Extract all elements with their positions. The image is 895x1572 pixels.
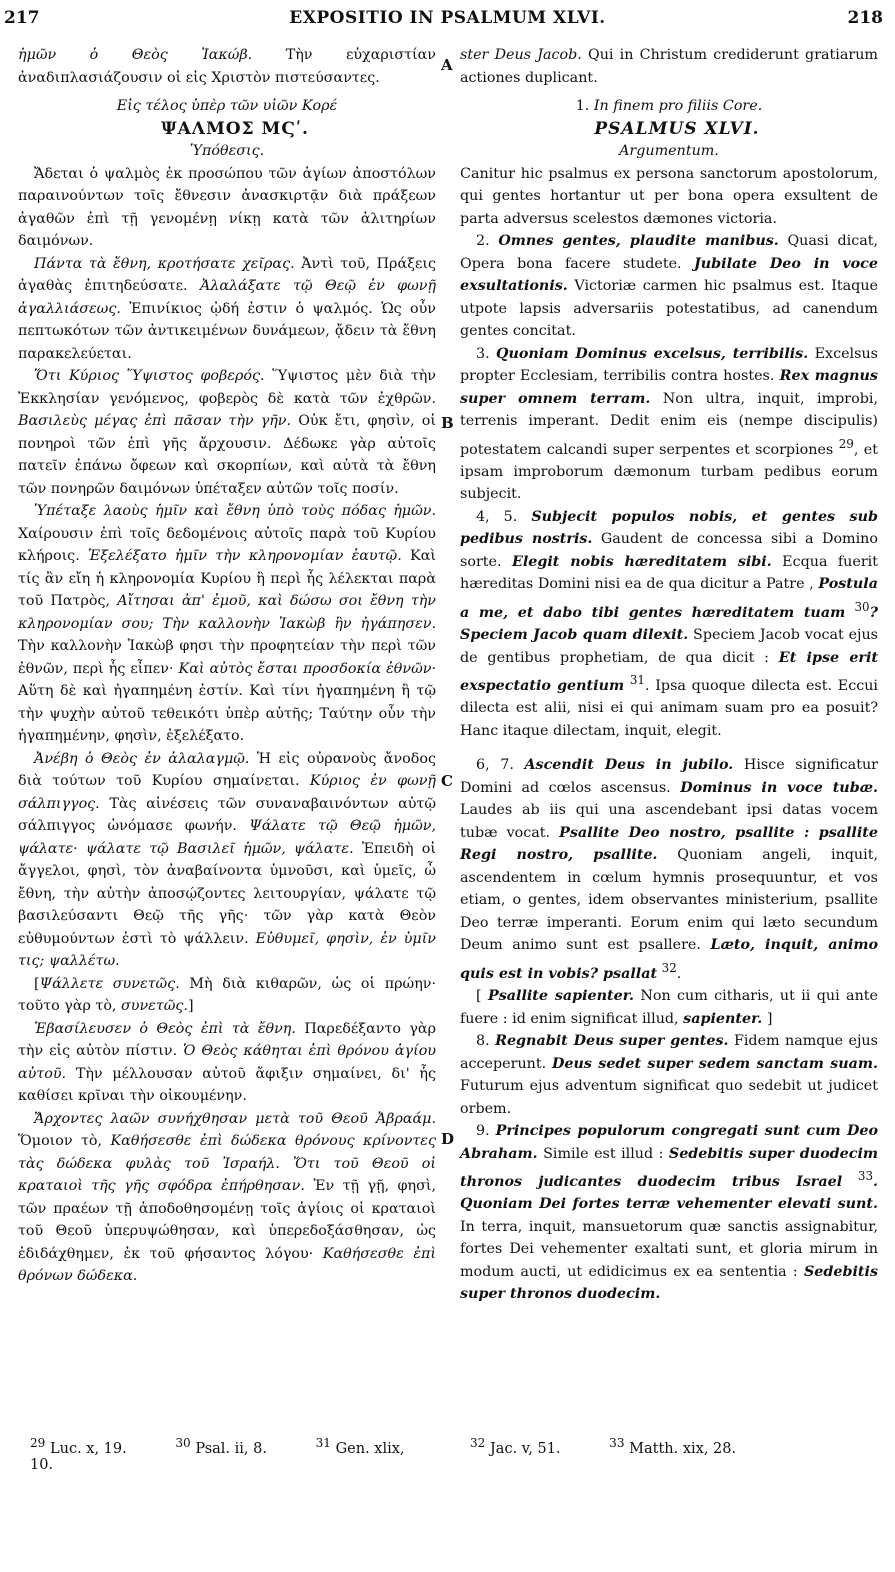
latin-argument: Canitur hic psalmus ex persona sanctorum apostolorum, qui gentes hortantur ut per bona opera exsultent de parta adversus scelestos dæmones victoria.: [460, 165, 878, 227]
footnotes-left: [30, 1436, 440, 1473]
margin-marker-d: D: [441, 1130, 455, 1148]
footnote-ref-31: 31: [629, 673, 646, 688]
latin-verse-3: 3. Quoniam Dominus excelsus, terribilis. Excelsus propter Ecclesiam, terribilis contra hostes. Rex magnus super omnem terram. Non ultra, inquit, improbi, terrenis imperant. Dedit enim eis (nempe discipulis) potestatem calcandi super serpentes et scorpiones $^{29}$, et ipsam improborum dæmonum turbam pedibus eorum subjecit.: [460, 345, 879, 503]
latin-verse-bracket: [ Psallite sapienter. Non cum citharis, ut ii qui ante fuere : id enim significat illud, sapienter. ]: [460, 988, 878, 1027]
right-page-number: 218: [847, 8, 883, 28]
latin-psalm-number: PSALMUS XLVI.: [594, 118, 760, 139]
greek-argument: Ἄδεται ὁ ψαλμὸς ἐκ προσώπου τῶν ἁγίων ἀποστόλων παραινούντων τοῖς ἔθνεσιν ἀνασκιρτᾷν διὰ πράξεων ἀγαθῶν ἐπὶ τῇ γενομένῃ νίκῃ κατὰ τῶν ἀλιτηρίων δαιμόνων.: [18, 165, 436, 249]
greek-verse-4-5: Ὑπέταξε λαοὺς ἡμῖν καὶ ἔθνη ὑπὸ τοὺς πόδας ἡμῶν. Χαίρουσιν ἐπὶ τοῖς δεδομένοις αὐτοῖς παρὰ τοῦ Κυρίου κλήροις. Ἐξελέξατο ἡμῖν τὴν κληρονομίαν ἑαυτῷ. Καὶ τίς ἂν εἴη ἡ κληρονομία Κυρίου ἢ περὶ ἧς λέλεκται παρὰ τοῦ Πατρὸς, Αἴτησαι ἀπ' ἐμοῦ, καὶ δώσω σοι ἔθνη τὴν κληρονομίαν σου; Τὴν καλλονὴν Ἰακὼβ ἣν ἠγάπησεν. Τὴν καλλονὴν Ἰακὼβ φησι τὴν προφητείαν τὴν περὶ τῶν ἐθνῶν, περὶ ἧς εἶπεν· Καὶ αὐτὸς ἔσται προσδοκία ἐθνῶν· Αὕτη δὲ καὶ ἠγαπημένη ἐστίν. Καὶ τίνι ἠγαπημένη ἢ τῷ τὴν ψυχὴν αὐτοῦ τεθεικότι ὑπὲρ αὐτῆς; Ταύτην οὖν τὴν ἠγαπημένην, φησὶν, ἐξελέξατο.: [18, 503, 437, 744]
greek-verse-3: Ὅτι Κύριος Ὕψιστος φοβερός. Ὕψιστος μὲν διὰ τὴν Ἐκκλησίαν γενόμενος, φοβερὸς δὲ κατὰ τῶν ἐχθρῶν. Βασιλεὺς μέγας ἐπὶ πᾶσαν τὴν γῆν. Οὐκ ἔτι, φησὶν, οἱ πονηροὶ τῶν ἐπὶ γῆς ἄρχουσιν. Δέδωκε γὰρ αὐτοῖς πατεῖν ἐπάνω ὄφεων καὶ σκορπίων, καὶ αὐτὰ τὰ ἔθνη τῶν πονηρῶν δαιμόνων ὑπέταξεν αὐτῶν τοῖς ποσίν.: [18, 368, 437, 497]
latin-heading-title: 1. In finem pro filiis Core.: [575, 98, 763, 114]
running-header: [0, 8, 895, 42]
greek-heading-title: Εἰς τέλος ὑπὲρ τῶν υἱῶν Κορέ: [116, 98, 338, 114]
latin-verse-2: 2. Omnes gentes, plaudite manibus. Quasi dicat, Opera bona facere studete. Jubilate Deo in voce exsultationis. Victoriæ carmen hic psalmus est. Itaque utpote lapsis adversariis potestatibus, ad canendum gentes concitat.: [460, 233, 879, 339]
footnote-ref-30: 30: [854, 599, 870, 614]
footnote-31: $^{31}$ Gen. xlix, 10.: [30, 1436, 405, 1473]
latin-argument-heading: Argumentum.: [619, 143, 719, 159]
margin-marker-c: C: [441, 772, 453, 790]
footnote-29: $^{29}$ Luc. x, 19.: [30, 1436, 127, 1457]
greek-verse-9: Ἄρχοντες λαῶν συνήχθησαν μετὰ τοῦ Θεοῦ Ἀβραάμ. Ὅμοιον τὸ, Καθήσεσθε ἐπὶ δώδεκα θρόνους κρίνοντες τὰς δώδεκα φυλὰς τοῦ Ἰσραήλ. Ὅτι τοῦ Θεοῦ οἱ κραταιοὶ τῆς γῆς σφόδρα ἐπήρθησαν. Ἐν τῇ γῇ, φησὶ, τῶν πραέων τῇ ἀποδοθησομένῃ τοῖς ἁγίοις οἱ κραταιοὶ τοῦ Θεοῦ ὑπερυψώθησαν, καὶ ὑπερεδοξάσθησαν, ὡς ἐδιδάχθημεν, ἐκ τοῦ φήσαντος λόγου· Καθήσεσθε ἐπὶ θρόνων δώδεκα.: [18, 1110, 436, 1284]
latin-verse-4-5: 4, 5. Subjecit populos nobis, et gentes sub pedibus nostris. Gaudent de concessa sibi a Domino sorte. Elegit nobis hæreditatem sibi. Ecqua fuerit hæreditas Domini nisi ea de qua dicitur a Patre , Postula a me, et dabo tibi gentes hæreditatem tuam $^{30}$? Speciem Jacob quam dilexit. Speciem Jacob vocat ejus de gentibus prophetiam, de qua dicit : Et ipse erit exspectatio gentium $^{31}$. Ipsa quoque dilecta est. Eccui dilecta est alii, nisi ei qui animam suam pro ea posuit? Hanc itaque dilectam, inquit, elegit.: [460, 508, 879, 739]
latin-column: [460, 44, 878, 1306]
latin-verse-9: 9. Principes populorum congregati sunt cum Deo Abraham. Simile est illud : Sedebitis super duodecim thronos judicantes duodecim tribus Israel $^{33}$. Quoniam Dei fortes terræ vehementer elevati sunt. In terra, inquit, mansuetorum quæ sanctis assignabitur, fortes Dei vehementer exaltati sunt, et gloria mirum in modum aucti, ut edidicimus ex ea sententia : Sedebitis super thronos duodecim.: [460, 1123, 879, 1303]
footnote-32: $^{32}$ Jac. v, 51.: [470, 1436, 561, 1457]
greek-column: [18, 44, 436, 1288]
footnote-ref-29: 29: [838, 436, 854, 451]
greek-argument-heading: Ὑπόθεσις.: [189, 143, 265, 159]
greek-verse-6-7: Ἀνέβη ὁ Θεὸς ἐν ἀλαλαγμῷ. Ἡ εἰς οὐρανοὺς ἄνοδος διὰ τούτων τοῦ Κυρίου σημαίνεται. Κύριος ἐν φωνῇ σάλπιγγος. Τὰς αἰνέσεις τῶν συναναβαινόντων αὐτῷ σάλπιγγος ὠνόμασε φωνήν. Ψάλατε τῷ Θεῷ ἡμῶν, ψάλατε· ψάλατε τῷ Βασιλεῖ ἡμῶν, ψάλατε. Ἐπειδὴ οἱ ἄγγελοι, φησὶ, τὸν ἀναβαίνοντα ὑμνοῦσι, καὶ ὑμεῖς, ὦ ἔθνη, τὴν αὐτὴν ἀποσῴζοντες λειτουργίαν, ψάλατε τῷ βασιλεύσαντι Θεῷ τῆς γῆς· τῶν γὰρ κατὰ Θεὸν εὐθυμούντων ἐστὶ τὸ ψάλλειν. Εὐθυμεῖ, φησὶν, ἐν ὑμῖν τις; ψαλλέτω.: [18, 750, 437, 969]
greek-verse-2: Πάντα τὰ ἔθνη, κροτήσατε χεῖρας. Ἀντὶ τοῦ, Πράξεις ἀγαθὰς ἐπιτηδεύσατε. Ἀλαλάξατε τῷ Θεῷ ἐν φωνῇ ἀγαλλιάσεως. Ἐπινίκιος ᾠδή ἐστιν ὁ ψαλμός. Ὡς οὖν πεπτωκότων τῶν ἀντικειμένων δυνάμεων, ᾄδειν τὰ ἔθνη παρακελεύεται.: [18, 255, 437, 362]
footnote-ref-32: 32: [661, 960, 677, 975]
margin-marker-a: A: [441, 56, 453, 74]
left-page-number: 217: [4, 8, 40, 28]
latin-verse-8: 8. Regnabit Deus super gentes. Fidem namque ejus acceperunt. Deus sedet super sedem sanctam suam. Futurum ejus adventum significat quo sedebit ut judicet orbem.: [460, 1033, 878, 1117]
footnote-33: $^{33}$ Matth. xix, 28.: [609, 1436, 737, 1457]
running-title: EXPOSITIO IN PSALMUM XLVI.: [289, 8, 606, 28]
greek-verse-8: Ἐβασίλευσεν ὁ Θεὸς ἐπὶ τὰ ἔθνη. Παρεδέξαντο γὰρ τὴν εἰς αὐτὸν πίστιν. Ὁ Θεὸς κάθηται ἐπὶ θρόνου ἁγίου αὐτοῦ. Τὴν μέλλουσαν αὐτοῦ ἄφιξιν σημαίνει, δι' ἧς καθίσει κρῖναι τὴν οἰκουμένην.: [18, 1020, 437, 1104]
margin-marker-b: B: [441, 414, 454, 432]
latin-intro: ster Deus Jacob. Qui in Christum crediderunt gratiarum actiones duplicant.: [460, 47, 878, 86]
latin-verse-6-7: 6, 7. Ascendit Deus in jubilo. Hisce significatur Domini ad cœlos ascensus. Dominus in voce tubæ. Laudes ab iis qui una ascendebant ipsi datas vocem tubæ vocat. Psallite Deo nostro, psallite : psallite Regi nostro, psallite. Quoniam angeli, inquit, ascendentem in cœlum hymnis prosequuntur, et vos etiam, o gentes, idem observantes ministerium, psallite Deo terræ imperanti. Eorum enim qui læto secundum Deum animo sunt est psallere. Læto, inquit, animo quis est in vobis? psallat $^{32}$.: [460, 757, 878, 982]
greek-verse-bracket: [Ψάλλετε συνετῶς. Μὴ διὰ κιθαρῶν, ὡς οἱ πρώην· τοῦτο γὰρ τὸ, συνετῶς.]: [18, 975, 437, 1014]
greek-intro: ἡμῶν ὁ Θεὸς Ἰακώβ. Τὴν εὐχαριστίαν ἀναδιπλασιάζουσιν οἱ εἰς Χριστὸν πιστεύσαντες.: [18, 47, 437, 86]
footnote-ref-33: 33: [857, 1169, 874, 1184]
footnotes-right: [470, 1436, 880, 1457]
greek-psalm-number: ΨΑΛΜΟΣ ΜϚʹ.: [161, 118, 309, 139]
footnote-30: $^{30}$ Psal. ii, 8.: [175, 1436, 267, 1457]
